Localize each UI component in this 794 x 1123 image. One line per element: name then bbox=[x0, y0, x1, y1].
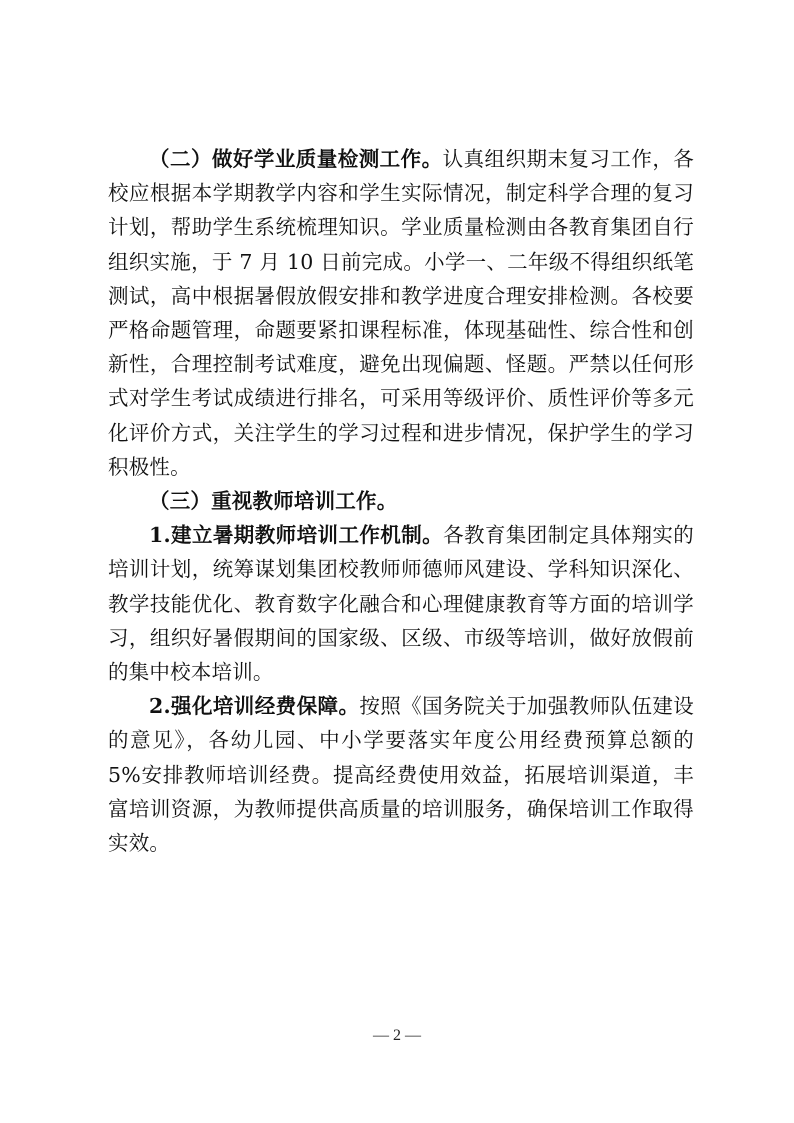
paragraph-lead: （二）做好学业质量检测工作。 bbox=[149, 147, 443, 171]
paragraph-text: 按照《国务院关于加强教师队伍建设的意见》，各幼儿园、中小学要落实年度公用经费预算总额的 5%安排教师培训经费。提高经费使用效益，拓展培训渠道，丰富培训资源，为教师提供高质量的培训服务，确保培训工作取得实效。 bbox=[108, 694, 695, 856]
page-number: — 2 — bbox=[373, 1027, 421, 1044]
paragraph-text: 各教育集团制定具体翔实的培训计划，统筹谋划集团校教师师德师风建设、学科知识深化、教学技能优化、教育数字化融合和心理健康教育等方面的培训学习，组织好暑假期间的国家级、区级、市级等培训，做好放假前的集中校本培训。 bbox=[108, 523, 694, 685]
section-heading-teacher-training: （三）重视教师培训工作。 bbox=[149, 489, 398, 514]
paragraph-lead: 1.建立暑期教师培训工作机制。 bbox=[149, 523, 444, 548]
document-body bbox=[108, 142, 694, 860]
paragraph-lead: 2.强化培训经费保障。 bbox=[149, 694, 360, 719]
paragraph-training-funding bbox=[108, 689, 694, 860]
paragraph-training-mechanism bbox=[108, 518, 694, 689]
paragraph-text: 认真组织期末复习工作，各校应根据本学期教学内容和学生实际情况，制定科学合理的复习计划，帮助学生系统梳理知识。学业质量检测由各教育集团自行组织实施，于 7 月 10 日前完成。小学一、二年级不得组织纸笔测试，高中根据暑假放假安排和教学进度合理安排检测。各校要严格命题管理，命题要紧扣课程标准，体现基础性、综合性和创新性，合理控制考试难度，避免出现偏题、怪题。严禁以任何形式对学生考试成绩进行排名，可采用等级评价、质性评价等多元化评价方式，关注学生的学习过程和进步情况，保护学生的学习积极性。 bbox=[108, 147, 694, 479]
paragraph-quality-testing bbox=[108, 142, 694, 484]
